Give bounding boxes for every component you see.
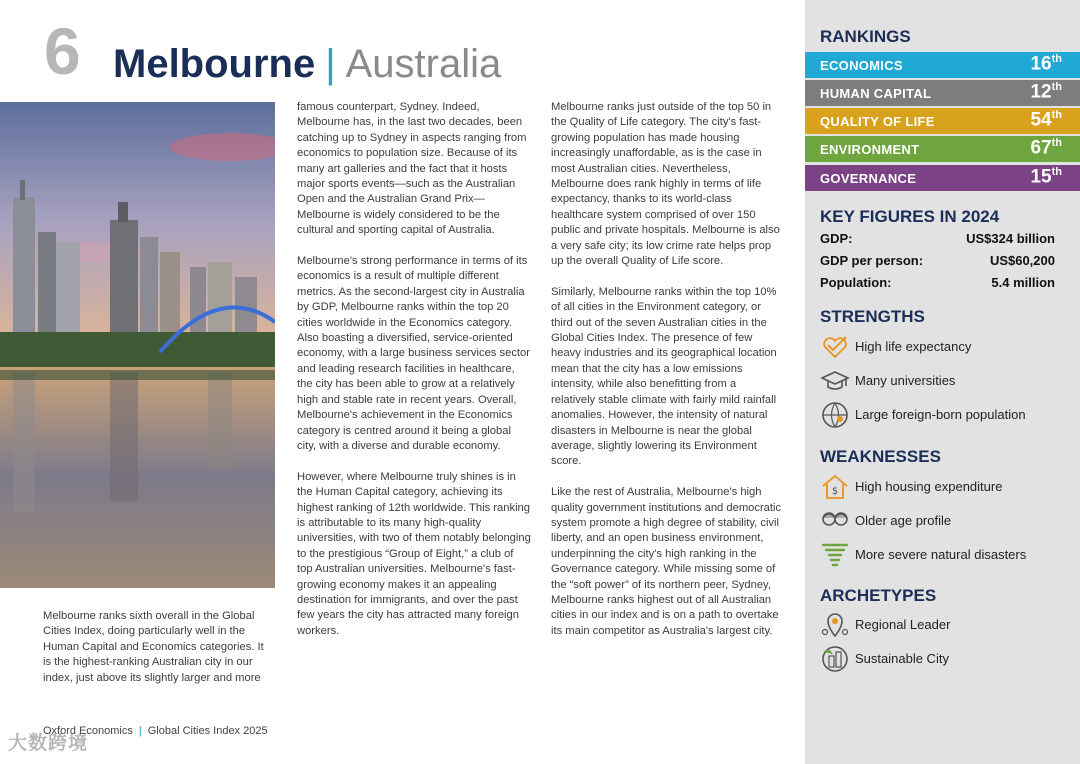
map-pin-icon <box>820 610 850 640</box>
city-name: Melbourne <box>113 42 316 86</box>
elderly-people-icon <box>820 506 850 536</box>
melbourne-skyline-photo <box>0 102 275 588</box>
footer-separator: | <box>138 725 142 737</box>
weaknesses-heading: WEAKNESSES <box>820 447 941 466</box>
key-figure-label: Population: <box>820 275 892 290</box>
ranking-row-governance <box>805 165 1080 191</box>
archetype-item <box>820 644 1070 674</box>
ranking-label: QUALITY OF LIFE <box>820 114 935 129</box>
weakness-text: More severe natural disasters <box>855 547 1027 562</box>
city-rank-number: 6 <box>44 14 81 88</box>
weakness-item <box>820 506 1070 536</box>
sidebar <box>805 0 1080 764</box>
strength-text: Many universities <box>855 373 956 388</box>
title-separator: | <box>325 42 336 86</box>
archetypes-heading: ARCHETYPES <box>820 586 937 605</box>
key-figure-value: US$324 billion <box>966 231 1055 246</box>
ranking-row-environment <box>805 136 1080 162</box>
watermark-text: 大数跨境 <box>8 733 89 754</box>
ranking-label: ECONOMICS <box>820 58 903 73</box>
strength-item <box>820 400 1070 430</box>
body-column-3 <box>551 100 783 655</box>
graduation-cap-icon <box>820 366 850 396</box>
ranking-label: ENVIRONMENT <box>820 142 920 157</box>
archetype-text: Sustainable City <box>855 651 949 666</box>
paragraph: Like the rest of Australia, Melbourne's high quality government institutions and democratic system promote a high degree of stability, civil liberty, and an open business environment, underpinning the city's high ranking in the Governance category. While missing some of the “soft power” of its northern peer, Sydney, Melbourne ranks highest out of all Australian cities in our index and is on a path to overtake its main competitor as Australia's largest city. <box>551 486 782 637</box>
weakness-text: Older age profile <box>855 513 952 528</box>
ranking-row-quality-of-life <box>805 108 1080 134</box>
svg-text:$: $ <box>831 486 839 497</box>
archetype-text: Regional Leader <box>855 617 951 632</box>
ranking-label: HUMAN CAPITAL <box>820 86 932 101</box>
strength-item <box>820 332 1070 362</box>
country-name: Australia <box>345 42 502 86</box>
ranking-label: GOVERNANCE <box>820 171 917 186</box>
heart-check-icon <box>820 332 850 362</box>
footer-publisher: Oxford Economics <box>43 725 133 737</box>
ranking-value: 15th <box>1030 166 1062 188</box>
ranking-row-economics <box>805 52 1080 78</box>
paragraph: However, where Melbourne truly shines is in the Human Capital category, achieving its highest ranking of 12th worldwide. This ranking is attributable to its many high-quality universities, with two of them notably belonging to the prestigious “Group of Eight,” a club of top Australian universities. Melbourne's fast-growing economy makes it an appealing destination for immigrants, and over the past few years the city has attracted many foreign workers. <box>297 470 531 637</box>
house-dollar-icon <box>820 472 850 502</box>
body-column-1 <box>43 609 268 701</box>
rankings-heading: RANKINGS <box>820 27 911 46</box>
paragraph: Melbourne's strong performance in terms of its economics is a result of multiple different metrics. As the second-largest city in Australia by GDP, Melbourne ranks within the top 20 cities worldwide in the Economics category. Also boasting a diversified, service-oriented economy, with a large business services sector and leading research facilities in healthcare, the city has been able to grow at a relatively high and stable rate in recent years. Overall, Melbourne's achievement in the Economics category is centred around it being a global city, with a diverse and durable economy. <box>297 255 530 452</box>
paragraph: Melbourne ranks sixth overall in the Global Cities Index, doing particularly well in the Human Capital and Economics categories. It is the highest-ranking Australian city in our index, just above its slightly larger and more <box>43 610 264 684</box>
tornado-icon <box>820 540 850 570</box>
key-figures-heading: KEY FIGURES IN 2024 <box>820 207 1000 226</box>
ranking-row-human-capital <box>805 80 1080 106</box>
ranking-value: 16th <box>1030 53 1062 75</box>
key-figure-value: 5.4 million <box>991 275 1055 290</box>
strengths-heading: STRENGTHS <box>820 307 925 326</box>
key-figure-label: GDP: <box>820 231 853 246</box>
key-figure-value: US$60,200 <box>989 253 1055 268</box>
footer-publication: Global Cities Index 2025 <box>147 725 268 737</box>
weakness-item <box>820 540 1070 570</box>
paragraph: Melbourne ranks just outside of the top 50 in the Quality of Life category. The city's fast-growing population has made housing increasingly unaffordable, as is the case in most Australian cities. Nevertheless, Melbourne does rank highly in terms of life expectancy, thanks to its world-class healthcare system comprised of over 150 public and private hospitals. Melbourne is also a very safe city; its low crime rate helps prop up the overall Quality of Life score. <box>551 101 780 268</box>
key-figure-label: GDP per person: <box>820 253 924 268</box>
strength-item <box>820 366 1070 396</box>
archetype-item <box>820 610 1070 640</box>
weakness-text: High housing expenditure <box>855 479 1003 494</box>
leaf-city-icon <box>820 644 850 674</box>
strength-text: Large foreign-born population <box>855 407 1026 422</box>
paragraph: famous counterpart, Sydney. Indeed, Melbourne has, in the last two decades, been catching up to Sydney in aspects ranging from economics to population size. Because of its many art galleries and the fact that it hosts major sports events—such as the Australian Open and the Australian Grand Prix—Melbourne is widely considered to be the cultural and sporting capital of Australia. <box>297 101 527 237</box>
page-title <box>113 44 501 84</box>
weakness-item <box>820 472 1070 502</box>
ranking-value: 12th <box>1030 81 1062 103</box>
paragraph: Similarly, Melbourne ranks within the top 10% of all cities in the Environment category, or third out of the seven Australian cities in the Global Cities Index. The presence of few heavy industries and its geographical location mean that the city has a low emissions intensity, while also benefitting from a relatively stable climate with fairly mild rainfall anomalies. However, the intensity of natural disasters in Melbourne is near the global average, slightly lowering its Environment score. <box>551 285 777 468</box>
strength-text: High life expectancy <box>855 339 972 354</box>
ranking-value: 67th <box>1030 137 1062 159</box>
ranking-value: 54th <box>1030 109 1062 131</box>
body-column-2 <box>297 100 531 655</box>
globe-people-icon <box>820 400 850 430</box>
